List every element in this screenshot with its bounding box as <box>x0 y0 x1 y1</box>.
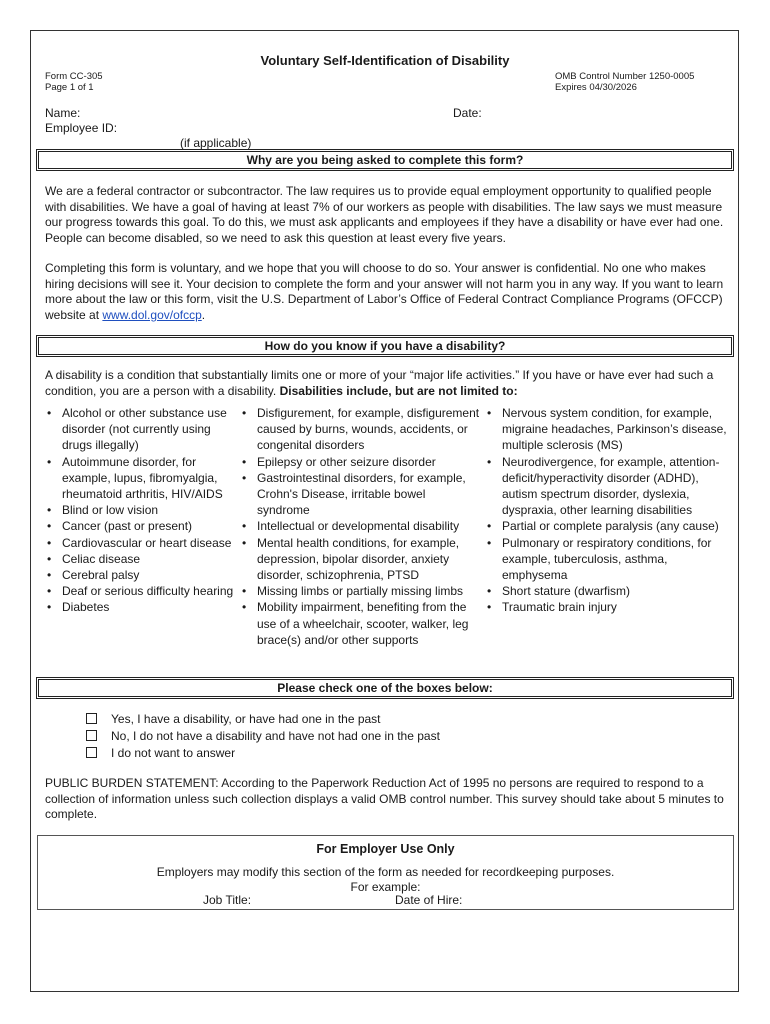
name-label: Name: <box>45 106 81 120</box>
checkbox-yes[interactable] <box>86 713 97 724</box>
disability-list-item: • Mobility impairment, benefiting from the use of a wheelchair, scooter, walker, leg brace(s) and/or other supports <box>240 599 480 648</box>
employer-heading: For Employer Use Only <box>316 842 455 856</box>
checkbox-no[interactable] <box>86 730 97 741</box>
date-label: Date: <box>453 106 482 120</box>
why-paragraph-2-text: Completing this form is voluntary, and we hope that you will choose to do so. Your answer is confidential. No one who makes hiring decisions will see it. Your decision to complete the form and your answer will not harm you in any way. If you want to learn more about the law or this form, visit the U.S. Department of Labor’s Office of Federal Contract Compliance Programs (OFCCP) website at <box>45 261 724 322</box>
employee-id-label: Employee ID: <box>45 121 118 135</box>
disability-list-column-3 <box>485 405 730 616</box>
disability-list-item: • Alcohol or other substance use disorder (not currently using drugs illegally) <box>45 405 237 454</box>
how-intro <box>45 368 729 399</box>
why-paragraph-2-end: . <box>201 307 206 322</box>
why-paragraph-2 <box>45 261 729 323</box>
option-no[interactable] <box>86 728 440 744</box>
disability-list-item: • Partial or complete paralysis (any cause) <box>485 518 730 534</box>
date-of-hire-label: Date of Hire: <box>395 893 463 907</box>
disability-list-item: • Cancer (past or present) <box>45 518 237 534</box>
disability-list-item: • Intellectual or developmental disability <box>240 518 480 534</box>
ofccp-link[interactable]: www.dol.gov/ofccp <box>102 307 202 322</box>
disability-list-item: • Pulmonary or respiratory conditions, for example, tuberculosis, asthma, emphysema <box>485 535 730 584</box>
how-intro-text: A disability is a condition that substantially limits one or more of your “major life activities.” If you have or have ever had such a condition, you are a person with a disability. <box>45 368 714 398</box>
employer-example: For example: <box>350 880 421 894</box>
disability-list-item: • Gastrointestinal disorders, for example, Crohn's Disease, irritable bowel syndrome <box>240 470 480 519</box>
omb-expiration: Expires 04/30/2026 <box>555 82 637 93</box>
disability-list-item: • Cardiovascular or heart disease <box>45 535 237 551</box>
job-title-label: Job Title: <box>203 893 252 907</box>
disability-list-item: • Nervous system condition, for example, migraine headaches, Parkinson’s disease, multiple sclerosis (MS) <box>485 405 730 454</box>
disability-list-item: • Traumatic brain injury <box>485 599 730 615</box>
form-number: Form CC-305 <box>45 71 103 82</box>
disability-list-item: • Autoimmune disorder, for example, lupus, fibromyalgia, rheumatoid arthritis, HIV/AIDS <box>45 454 237 503</box>
employee-id-note: (if applicable) <box>180 136 252 150</box>
employer-instructions: Employers may modify this section of the form as needed for recordkeeping purposes. <box>156 865 615 879</box>
check-heading: Please check one of the boxes below: <box>36 677 734 699</box>
option-yes-label: Yes, I have a disability, or have had one in the past <box>111 712 381 726</box>
disability-list-item: • Epilepsy or other seizure disorder <box>240 454 480 470</box>
page-number: Page 1 of 1 <box>45 82 94 93</box>
disability-list-item: • Neurodivergence, for example, attention-deficit/hyperactivity disorder (ADHD), autism spectrum disorder, dyslexia, dyspraxia, other learning disabilities <box>485 454 730 519</box>
public-burden-statement: PUBLIC BURDEN STATEMENT: According to the Paperwork Reduction Act of 1995 no persons are required to respond to a collection of information unless such collection displays a valid OMB control number. This survey should take about 5 minutes to complete. <box>45 776 724 822</box>
disability-list-column-1 <box>45 405 237 616</box>
option-no-label: No, I do not have a disability and have not had one in the past <box>111 729 440 743</box>
disability-list-item: • Blind or low vision <box>45 502 237 518</box>
employer-use-box <box>37 835 734 910</box>
option-decline-label: I do not want to answer <box>111 746 236 760</box>
why-heading: Why are you being asked to complete this form? <box>36 149 734 171</box>
disability-list-item: • Deaf or serious difficulty hearing <box>45 583 237 599</box>
option-decline[interactable] <box>86 745 235 761</box>
disability-list-item: • Mental health conditions, for example, depression, bipolar disorder, anxiety disorder, schizophrenia, PTSD <box>240 535 480 584</box>
disability-list-item: • Cerebral palsy <box>45 567 237 583</box>
disability-list-item: • Disfigurement, for example, disfigurement caused by burns, wounds, accidents, or congenital disorders <box>240 405 480 454</box>
omb-number: OMB Control Number 1250-0005 <box>555 71 695 82</box>
name-field[interactable] <box>90 104 430 120</box>
why-paragraph-1: We are a federal contractor or subcontractor. The law requires us to provide equal employment opportunity to qualified people with disabilities. We have a goal of having at least 7% of our workers as people with disabilities. The law says we must measure our progress towards this goal. To do this, we must ask applicants and employees if they have a disability or have ever had one. People can become disabled, so we need to ask this question at least every five years. <box>45 184 724 245</box>
disability-list-column-2 <box>240 405 480 648</box>
form-title: Voluntary Self-Identification of Disability <box>260 53 510 68</box>
disability-list-item: • Short stature (dwarfism) <box>485 583 730 599</box>
disability-list-item: • Diabetes <box>45 599 237 615</box>
disability-list-item: • Celiac disease <box>45 551 237 567</box>
disability-list-item: • Missing limbs or partially missing limbs <box>240 583 480 599</box>
employee-id-field[interactable] <box>125 119 385 135</box>
how-heading: How do you know if you have a disability? <box>36 335 734 357</box>
checkbox-decline[interactable] <box>86 747 97 758</box>
how-intro-bold: Disabilities include, but are not limited to: <box>279 383 518 398</box>
date-field[interactable] <box>490 104 710 120</box>
option-yes[interactable] <box>86 711 381 727</box>
